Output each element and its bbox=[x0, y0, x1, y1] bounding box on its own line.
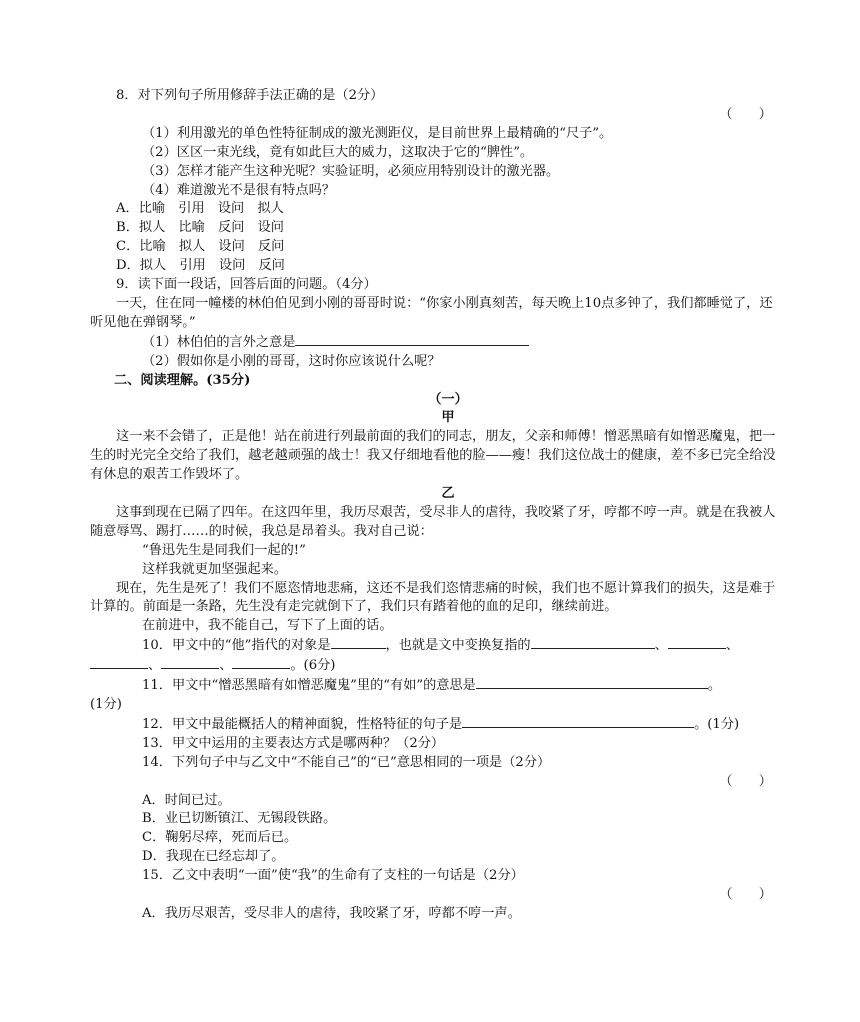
q15-answer-paren: （ ） bbox=[719, 887, 772, 903]
q10-blank-3[interactable] bbox=[668, 636, 726, 649]
q12-text-a: 12．甲文中最能概括人的精神面貌，性格特征的句子是 bbox=[142, 716, 463, 732]
q11-blank[interactable] bbox=[476, 676, 708, 689]
q8-option-a: A．比喻 引用 设问 拟人 bbox=[116, 201, 284, 217]
q13-stem: 13．甲文中运用的主要表达方式是哪两种？（2分） bbox=[142, 735, 445, 751]
q10-blank-4[interactable] bbox=[90, 656, 148, 669]
q10-text-b: ，也就是文中变换复指的 bbox=[385, 638, 531, 654]
passage-yi-p4: 现在，先生是死了！我们不愿恣情地悲痛，这还不是我们恣情悲痛的时候，我们也不愿计算我们的损失，这是难于计算的。前面是一条路，先生没有走完就倒下了，我们只有踏着他的血的足印，继续前进。 bbox=[90, 580, 776, 615]
q14-stem: 14．下列句子中与乙文中“不能自己”的“已”意思相同的一项是（2分） bbox=[142, 754, 551, 770]
exam-page: 8．对下列句子所用修辞手法正确的是（2分） （ ） （1）利用激光的单色性特征制成的激光测距仪，是目前世界上最精确的“尺子”。 （2）区区一束光线，竟有如此巨大的威力，这取决于它的“脾性”。 （3）怎样才能产生这种光呢？实验证明，必须应用特别设计的激光器。 （4）难道激光不是很有特点吗？ A．比喻 引用 设问 拟人 B．拟人 比喻 反问 设问 C．比喻 拟人 设问 反问 D．拟人 引用 设问 反问 9．读下面一段话，回答后面的问题。（4分） 一天，住在同一幢楼的林伯伯见到小刚的哥哥时说：“你家小刚真刻苦，每天晚上10点多钟了，我们都睡觉了，还听见他在弹钢琴。” （1）林伯伯的言外之意是 （2）假如你是小刚的哥哥，这时你应该说什么呢？ 二、阅读理解。(35分) （一） 甲 这一来不会错了，正是他！站在前进行列最前面的我们的同志，朋友，父亲和师傅！憎恶黑暗有如憎恶魔鬼，把一生的时光完全交给了我们，越老越顽强的战士！我又仔细地看他的脸——瘦！我们这位战士的健康，差不多已完全给没有休息的艰苦工作毁坏了。 乙 这事到现在已隔了四年。在这四年里，我历尽艰苦，受尽非人的虐待，我咬紧了牙，哼都不哼一声。就是在我被人随意辱骂、踢打……的时候，我总是昂着头。我对自己说： “鲁迅先生是同我们一起的!” 这样我就更加坚强起来。 现在，先生是死了！我们不愿恣情地悲痛，这还不是我们恣情悲痛的时候，我们也不愿计算我们的损失，这是难于计算的。前面是一条路，先生没有走完就倒下了，我们只有踏着他的血的足印，继续前进。 在前进中，我不能自己，写下了上面的话。 10．甲文中的“他”指代的对象是 ，也就是文中变换复指的 、 、 、 、 。(6分) 11．甲文中“憎恶黑暗有如憎恶魔鬼”里的“有如”的意思是 。 (1分) 12．甲文中最能概括人的精神面貌，性格特征的句子是 。(1分) 13．甲文中运用的主要表达方式是哪两种？（2分） 14．下列句子中与乙文中“不能自己”的“已”意思相同的一项是（2分） （ ） A．时间已过。 B．业已切断镇江、无锡段铁路。 C．鞠躬尽瘁，死而后已。 D．我现在已经忘却了。 15．乙文中表明“一面”使“我”的生命有了支柱的一句话是（2分） （ ） A．我历尽艰苦，受尽非人的虐待，我咬紧了牙，哼都不哼一声。 bbox=[0, 0, 860, 924]
q14-answer-paren: （ ） bbox=[719, 773, 772, 789]
q8-option-d: D．拟人 引用 设问 反问 bbox=[116, 258, 285, 274]
q14-option-c: C．鞠躬尽瘁，死而后已。 bbox=[142, 830, 298, 846]
q8-answer-paren: （ ） bbox=[719, 106, 772, 122]
q10-text-c: 。(6分) bbox=[290, 658, 336, 674]
q14-option-d: D．我现在已经忘却了。 bbox=[142, 849, 285, 865]
passage-yi-p2: “鲁迅先生是同我们一起的!” bbox=[142, 542, 306, 558]
q8-item-1: （1）利用激光的单色性特征制成的激光测距仪，是目前世界上最精确的“尺子”。 bbox=[142, 125, 613, 141]
q15-stem: 15．乙文中表明“一面”使“我”的生命有了支柱的一句话是（2分） bbox=[142, 868, 524, 884]
q9-sub1: （1）林伯伯的言外之意是 bbox=[142, 334, 296, 350]
q9-passage: 一天，住在同一幢楼的林伯伯见到小刚的哥哥时说：“你家小刚真刻苦，每天晚上10点多钟了，我们都睡觉了，还听见他在弹钢琴。” bbox=[90, 295, 773, 330]
passage-yi-p3: 这样我就更加坚强起来。 bbox=[142, 561, 288, 577]
passage-jia-label: 甲 bbox=[441, 410, 455, 426]
q8-item-2: （2）区区一束光线，竟有如此巨大的威力，这取决于它的“脾性”。 bbox=[142, 144, 534, 160]
q8-item-4: （4）难道激光不是很有特点吗？ bbox=[142, 182, 336, 198]
passage-yi-p5: 在前进中，我不能自己，写下了上面的话。 bbox=[142, 618, 393, 634]
q15-option-a: A．我历尽艰苦，受尽非人的虐待，我咬紧了牙，哼都不哼一声。 bbox=[142, 905, 521, 921]
q12-blank[interactable] bbox=[462, 715, 694, 728]
q8-option-b: B．拟人 比喻 反问 设问 bbox=[116, 220, 284, 236]
reading-part-1: （一） bbox=[428, 391, 468, 407]
q10-blank-6[interactable] bbox=[232, 656, 290, 669]
q14-option-b: B．业已切断镇江、无锡段铁路。 bbox=[142, 811, 337, 827]
q11-points: (1分) bbox=[90, 697, 122, 712]
q14-option-a: A．时间已过。 bbox=[142, 792, 231, 808]
passage-yi-label: 乙 bbox=[441, 486, 455, 502]
q10-blank-5[interactable] bbox=[161, 656, 219, 669]
passage-jia: 这一来不会错了，正是他！站在前进行列最前面的我们的同志，朋友，父亲和师傅！憎恶黑暗有如憎恶魔鬼，把一生的时光完全交给了我们，越老越顽强的战士！我又仔细地看他的脸——瘦！我们这位战士的健康，差不多已完全给没有休息的艰苦工作毁坏了。 bbox=[90, 429, 776, 483]
q8-option-c: C．比喻 拟人 设问 反问 bbox=[116, 239, 285, 255]
q8-item-3: （3）怎样才能产生这种光呢？实验证明，必须应用特别设计的激光器。 bbox=[142, 163, 560, 179]
q9-stem: 9．读下面一段话，回答后面的问题。（4分） bbox=[116, 277, 377, 293]
q12-text-b: 。(1分) bbox=[694, 716, 740, 732]
q11-text-a: 11．甲文中“憎恶黑暗有如憎恶魔鬼”里的“有如”的意思是 bbox=[142, 678, 476, 694]
q10-text-a: 10．甲文中的“他”指代的对象是 bbox=[142, 638, 331, 654]
q9-sub1-blank[interactable] bbox=[295, 333, 529, 346]
q8-stem: 8．对下列句子所用修辞手法正确的是（2分） bbox=[116, 88, 384, 103]
q10-blank-2[interactable] bbox=[531, 636, 655, 649]
q10-blank-1[interactable] bbox=[331, 636, 386, 649]
q9-sub2: （2）假如你是小刚的哥哥，这时你应该说什么呢？ bbox=[142, 353, 441, 369]
q11-text-b: 。 bbox=[707, 678, 722, 694]
section-2-title: 二、阅读理解。(35分) bbox=[114, 372, 251, 388]
passage-yi-p1: 这事到现在已隔了四年。在这四年里，我历尽艰苦，受尽非人的虐待，我咬紧了牙，哼都不哼一声。就是在我被人随意辱骂、踢打……的时候，我总是昂着头。我对自己说： bbox=[90, 504, 776, 539]
